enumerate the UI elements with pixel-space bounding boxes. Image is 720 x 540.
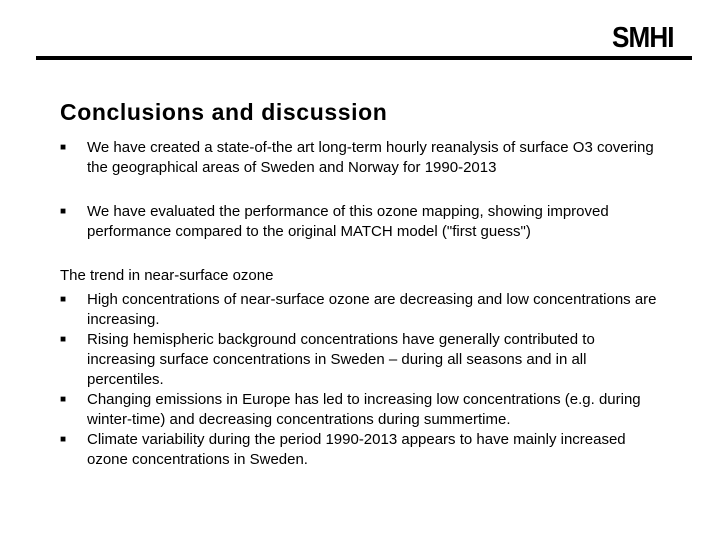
bullet-square-icon: ■: [60, 394, 67, 405]
bullet-square-icon: ■: [60, 206, 67, 217]
bullet-square-icon: ■: [60, 294, 67, 305]
bullet-square-icon: ■: [60, 434, 67, 445]
smhi-logo: SMHI: [612, 22, 674, 54]
bullet-text: Rising hemispheric background concentrations have generally contributed to increasing surface concentrations in Sweden – during all seasons and in all percentiles.: [87, 331, 595, 388]
list-item: [60, 330, 660, 390]
list-item: [60, 390, 660, 430]
bullet-square-icon: ■: [60, 142, 67, 153]
page-title: Conclusions and discussion: [60, 99, 388, 125]
bullet-text: We have evaluated the performance of this ozone mapping, showing improved performance compared to the original MATCH model ("first guess"): [87, 203, 609, 240]
bullet-text: Changing emissions in Europe has led to increasing low concentrations (e.g. during winter-time) and decreasing concentrations during summertime.: [87, 391, 641, 428]
bullet-text: We have created a state-of-the art long-term hourly reanalysis of surface O3 covering the geographical areas of Sweden and Norway for 1990-2013: [87, 139, 654, 176]
list-item: [60, 202, 660, 242]
bullet-text: High concentrations of near-surface ozone are decreasing and low concentrations are increasing.: [87, 291, 657, 328]
bullet-square-icon: ■: [60, 334, 67, 345]
trend-list: [60, 290, 660, 470]
list-item: [60, 290, 660, 330]
bullet-text: Climate variability during the period 1990-2013 appears to have mainly increased ozone concentrations in Sweden.: [87, 431, 626, 468]
list-item: [60, 430, 660, 470]
trend-heading: The trend in near-surface ozone: [60, 267, 274, 284]
header-divider: [36, 56, 692, 60]
list-item: [60, 138, 660, 178]
